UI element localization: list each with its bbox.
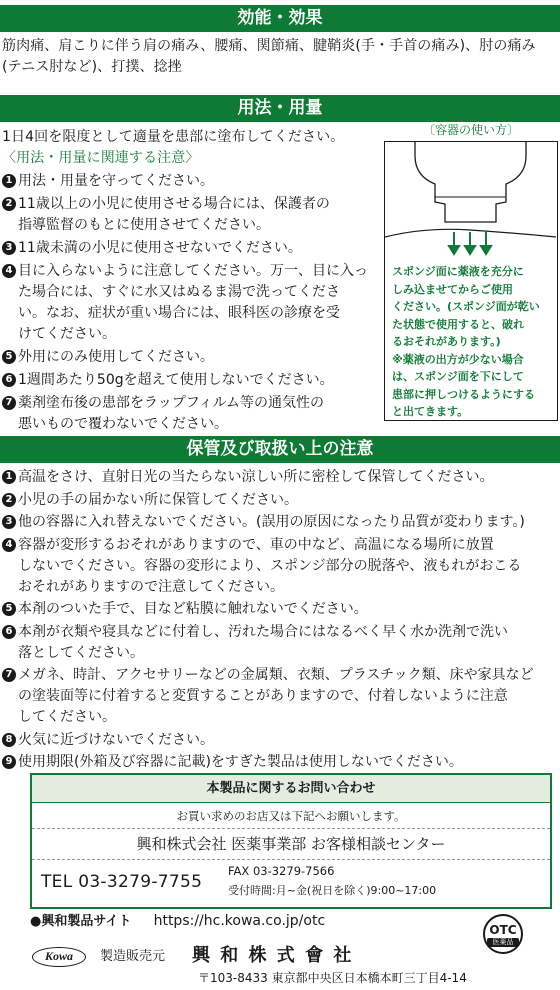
item-text: 落としてください。	[18, 644, 144, 661]
dosage-subheading: 〈用法・用量に関連する注意〉	[2, 150, 200, 166]
item-number: 6	[2, 373, 16, 387]
website-url[interactable]: https://hc.kowa.co.jp/otc	[153, 913, 326, 929]
item-number: 2	[2, 197, 16, 211]
contact-heading: 本製品に関するお問い合わせ	[32, 775, 550, 803]
item-text: 1週間あたり50gを超えて使用しないでください。	[18, 372, 334, 388]
efficacy-header-bar	[0, 5, 560, 32]
item-text: 使用期限(外箱及び容器に記載)をすぎた製品は使用しないでください。	[18, 754, 463, 770]
item-text: 火気に近づけないでください。	[18, 731, 214, 748]
note-line: 患部に押しつけるようにする	[392, 387, 535, 401]
item-number: 1	[2, 174, 16, 188]
item-number: 9	[2, 755, 16, 769]
list-item	[2, 238, 382, 259]
item-text: 目に入らないように注意してください。万一、目に入っ	[18, 263, 368, 279]
list-item	[2, 535, 560, 598]
item-text: 本剤のついた手で、目など粘膜に触れないでください。	[18, 601, 368, 617]
list-item	[2, 752, 560, 773]
item-number: 4	[2, 264, 16, 278]
note-line: と出てきます。	[392, 405, 469, 418]
efficacy-heading: 効能・効果	[237, 8, 323, 28]
efficacy-text	[2, 36, 560, 78]
contact-box	[30, 773, 552, 909]
list-item	[2, 347, 382, 368]
container-usage-frame	[384, 141, 558, 421]
dosage-section	[2, 127, 382, 435]
list-item	[2, 665, 560, 728]
list-item	[2, 171, 382, 192]
dosage-caution-list	[2, 171, 382, 435]
contact-request: お買い求めのお店又は下記へお願いします。	[176, 809, 406, 823]
item-text: 指導監督のもとに使用させてください。	[18, 217, 270, 233]
note-line: ください。(スポンジ面が乾い	[392, 300, 540, 313]
item-text: た場合には、すぐに水又はぬるま湯で洗ってくださ	[18, 284, 340, 300]
website-label: ●興和製品サイト	[30, 914, 132, 929]
item-text: の塗装面等に付着すると変質することがありますので、付着しないように注意	[18, 688, 508, 704]
item-number: 7	[2, 396, 16, 410]
item-text: 用法・用量を守ってください。	[18, 173, 214, 189]
efficacy-line: (テニス肘など)、打撲、捻挫	[2, 59, 182, 75]
item-text: しないでください。容器の変形により、スポンジ部分の脱落や、液もれがおこる	[18, 557, 522, 574]
item-text: 小児の手の届かない所に保管してください。	[18, 491, 298, 508]
item-number: 7	[2, 668, 16, 682]
item-text: 外用にのみ使用してください。	[18, 349, 214, 365]
item-text: 悪いもので覆わないでください。	[18, 416, 228, 432]
note-line: ※薬液の出方が少ない場合	[392, 352, 524, 366]
list-item	[2, 730, 560, 751]
kowa-logo-text: Kowa	[44, 949, 73, 963]
item-number: 1	[2, 470, 16, 484]
maker-company: 興 和 株 式 會 社	[192, 945, 354, 966]
item-text: 容器が変形するおそれがありますので、車の中など、高温になる場所に放置	[18, 536, 494, 553]
list-item	[2, 512, 560, 533]
list-item	[2, 622, 560, 664]
dosage-heading: 用法・用量	[237, 98, 323, 118]
otc-badge-text: OTC	[489, 923, 517, 937]
note-line: は、スポンジ面を下にして	[392, 370, 524, 383]
container-illustration	[385, 142, 556, 272]
contact-hours: 受付時間:月~金(祝日を除く)9:00~17:00	[228, 884, 437, 897]
item-number: 8	[2, 733, 16, 747]
container-usage-title: 〔容器の使い方〕	[422, 123, 519, 137]
contact-tel: TEL 03-3279-7755	[41, 872, 203, 892]
note-line: た状態で使用すると、破れ	[392, 317, 524, 331]
list-item	[2, 490, 560, 511]
item-text: 本剤が衣類や寝具などに付着し、汚れた場合にはなるべく早く水か洗剤で洗い	[18, 623, 508, 640]
contact-fax: FAX 03-3279-7566	[228, 864, 335, 878]
item-text: 11歳未満の小児に使用させないでください。	[18, 240, 302, 256]
contact-divider	[32, 859, 550, 860]
item-text: けてください。	[18, 326, 116, 342]
storage-header-bar	[0, 436, 560, 463]
note-line: るおそれがあります。)	[392, 335, 501, 348]
maker-label: 製造販売元	[100, 949, 166, 964]
item-text: 高温をさけ、直射日光の当たらない涼しい所に密栓して保管してください。	[18, 469, 494, 485]
storage-caution-list	[2, 467, 560, 773]
maker-address: 〒103-8433 東京都中央区日本橋本町三丁目4-14	[198, 971, 467, 985]
list-item	[2, 467, 560, 488]
item-number: 5	[2, 602, 16, 616]
note-line: スポンジ面に薬液を充分に	[392, 265, 524, 278]
list-item	[2, 261, 382, 345]
item-text: してください。	[18, 709, 116, 725]
list-item	[2, 599, 560, 620]
item-number: 3	[2, 515, 16, 529]
item-number: 5	[2, 350, 16, 364]
otc-badge-label: 医薬品	[487, 938, 519, 947]
storage-heading: 保管及び取扱い上の注意	[186, 439, 374, 459]
item-number: 2	[2, 493, 16, 507]
item-text: 他の容器に入れ替えないでください。(誤用の原因になったり品質が変わります。)	[18, 514, 525, 530]
contact-divider	[32, 828, 550, 829]
list-item	[2, 370, 382, 391]
note-line: しみ込ませてからご使用	[392, 282, 513, 296]
kowa-logo	[32, 947, 86, 967]
item-number: 4	[2, 538, 16, 552]
item-text: い。なお、症状が重い場合には、眼科医の診療を受	[18, 305, 340, 321]
dosage-intro: 1日4回を限度として適量を患部に塗布してください。	[2, 129, 345, 145]
item-text: 薬剤塗布後の患部をラップフィルム等の通気性の	[18, 395, 325, 411]
dosage-header-bar	[0, 95, 560, 122]
list-item	[2, 393, 382, 435]
item-number: 3	[2, 241, 16, 255]
item-text: おそれがありますので注意してください。	[18, 578, 284, 595]
list-item	[2, 194, 382, 236]
container-usage-note	[392, 263, 554, 421]
otc-badge	[483, 914, 523, 954]
item-number: 6	[2, 625, 16, 639]
contact-center: 興和株式会社 医薬事業部 お客様相談センター	[136, 835, 446, 853]
item-text: 11歳以上の小児に使用させる場合には、保護者の	[18, 196, 330, 212]
item-text: メガネ、時計、アクセサリーなどの金属類、衣類、プラスチック類、床や家具など	[18, 667, 534, 683]
efficacy-line: 筋肉痛、肩こりに伴う肩の痛み、腰痛、関節痛、腱鞘炎(手・手首の痛み)、肘の痛み	[2, 38, 536, 54]
container-usage-box	[384, 121, 558, 421]
website-row	[30, 911, 325, 931]
